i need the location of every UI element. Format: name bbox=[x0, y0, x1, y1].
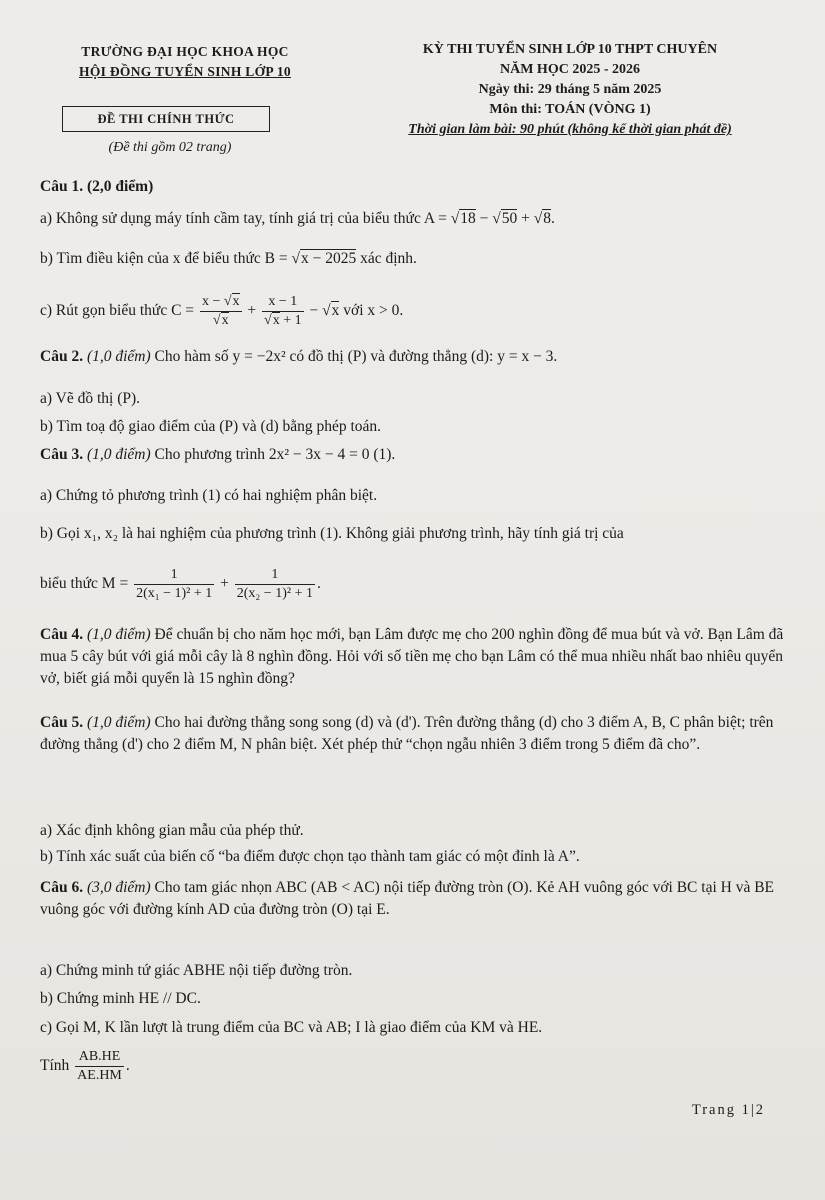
question-5b: b) Tính xác suất của biến cố “ba điểm được chọn tạo thành tam giác có một đỉnh là A”. bbox=[40, 848, 580, 865]
exam-duration: Thời gian làm bài: 90 phút (không kể thời gian phát đề) bbox=[408, 122, 732, 137]
question-2: Câu 2. (1,0 điểm) Cho hàm số y = −2x² có đồ thị (P) và đường thẳng (d): y = x − 3. bbox=[40, 348, 558, 365]
question-3b-expression: biểu thức M = $\frac{1}{\text{2(x₁ − 1)² + 1}}$ + $\frac{1}{\text{2(x₂ − 1)² + 1}}$ . bbox=[40, 567, 321, 601]
question-4: Câu 4. (1,0 điểm) Để chuẩn bị cho năm học mới, bạn Lâm được mẹ cho 200 nghìn đồng để mua bút và vở. Bạn Lâm đã mua 5 cây bút với giá mỗi cây là 8 nghìn đồng. Hỏi với số tiền mẹ cho bạn Lâm có thể mua nhiều nhất bao nhiêu quyển vở, biết giá mỗi quyển là 15 nghìn đồng? bbox=[40, 626, 784, 687]
exam-date: Ngày thi: 29 tháng 5 năm 2025 bbox=[478, 82, 662, 97]
question-1c: c) Rút gọn biểu thức C = $\frac{x - √x}{√x}$ + $\frac{x - 1}{√x + 1}$ − √x với x > 0. bbox=[40, 294, 404, 328]
question-6c-expression: Tính $\frac{AB.HE}{AE.HM}$ . bbox=[40, 1049, 130, 1083]
header-right bbox=[340, 40, 800, 140]
question-3a: a) Chứng tỏ phương trình (1) có hai nghiệm phân biệt. bbox=[40, 487, 378, 504]
exam-title: KỲ THI TUYỂN SINH LỚP 10 THPT CHUYÊN bbox=[422, 42, 718, 57]
question-6a: a) Chứng minh tứ giác ABHE nội tiếp đường tròn. bbox=[40, 962, 353, 979]
school-year: NĂM HỌC 2025 - 2026 bbox=[500, 62, 640, 77]
question-1-title: Câu 1. (2,0 điểm) bbox=[40, 178, 154, 195]
header-left bbox=[40, 42, 330, 82]
official-exam-label: ĐỀ THI CHÍNH THỨC bbox=[62, 106, 270, 132]
question-3b: b) Gọi x₁, x₂ là hai nghiệm của phương trình (1). Không giải phương trình, hãy tính giá trị của bbox=[40, 525, 624, 542]
exam-subject: Môn thi: TOÁN (VÒNG 1) bbox=[489, 102, 651, 117]
question-1b: b) Tìm điều kiện của x để biểu thức B = √x − 2025 xác định. bbox=[40, 250, 417, 267]
question-6b: b) Chứng minh HE // DC. bbox=[40, 990, 201, 1007]
question-5a: a) Xác định không gian mẫu của phép thử. bbox=[40, 822, 304, 839]
question-1a: a) Không sử dụng máy tính cầm tay, tính giá trị của biểu thức A = √18 − √50 + √8. bbox=[40, 210, 555, 227]
page-number: Trang 1|2 bbox=[691, 1102, 765, 1118]
council-name: HỘI ĐỒNG TUYỂN SINH LỚP 10 bbox=[79, 64, 291, 79]
question-2b: b) Tìm toạ độ giao điểm của (P) và (d) bằng phép toán. bbox=[40, 418, 382, 435]
pages-note: (Đề thi gồm 02 trang) bbox=[108, 140, 232, 155]
university-name: TRƯỜNG ĐẠI HỌC KHOA HỌC bbox=[81, 44, 289, 59]
question-6c: c) Gọi M, K lần lượt là trung điểm của BC và AB; I là giao điểm của KM và HE. bbox=[40, 1019, 543, 1036]
question-3: Câu 3. (1,0 điểm) Cho phương trình 2x² − 3x − 4 = 0 (1). bbox=[40, 446, 396, 463]
question-6: Câu 6. (3,0 điểm) Cho tam giác nhọn ABC (AB < AC) nội tiếp đường tròn (O). Kẻ AH vuông góc với BC tại H và BE vuông góc với đường kính AD của đường tròn (O) tại E. bbox=[40, 879, 775, 918]
question-5: Câu 5. (1,0 điểm) Cho hai đường thẳng song song (d) và (d'). Trên đường thẳng (d) cho 3 điểm A, B, C phân biệt; trên đường thẳng (d') cho 2 điểm M, N phân biệt. Xét phép thử “chọn ngẫu nhiên 3 điểm trong 5 điểm đã cho”. bbox=[40, 714, 774, 753]
question-2a: a) Vẽ đồ thị (P). bbox=[40, 390, 141, 407]
